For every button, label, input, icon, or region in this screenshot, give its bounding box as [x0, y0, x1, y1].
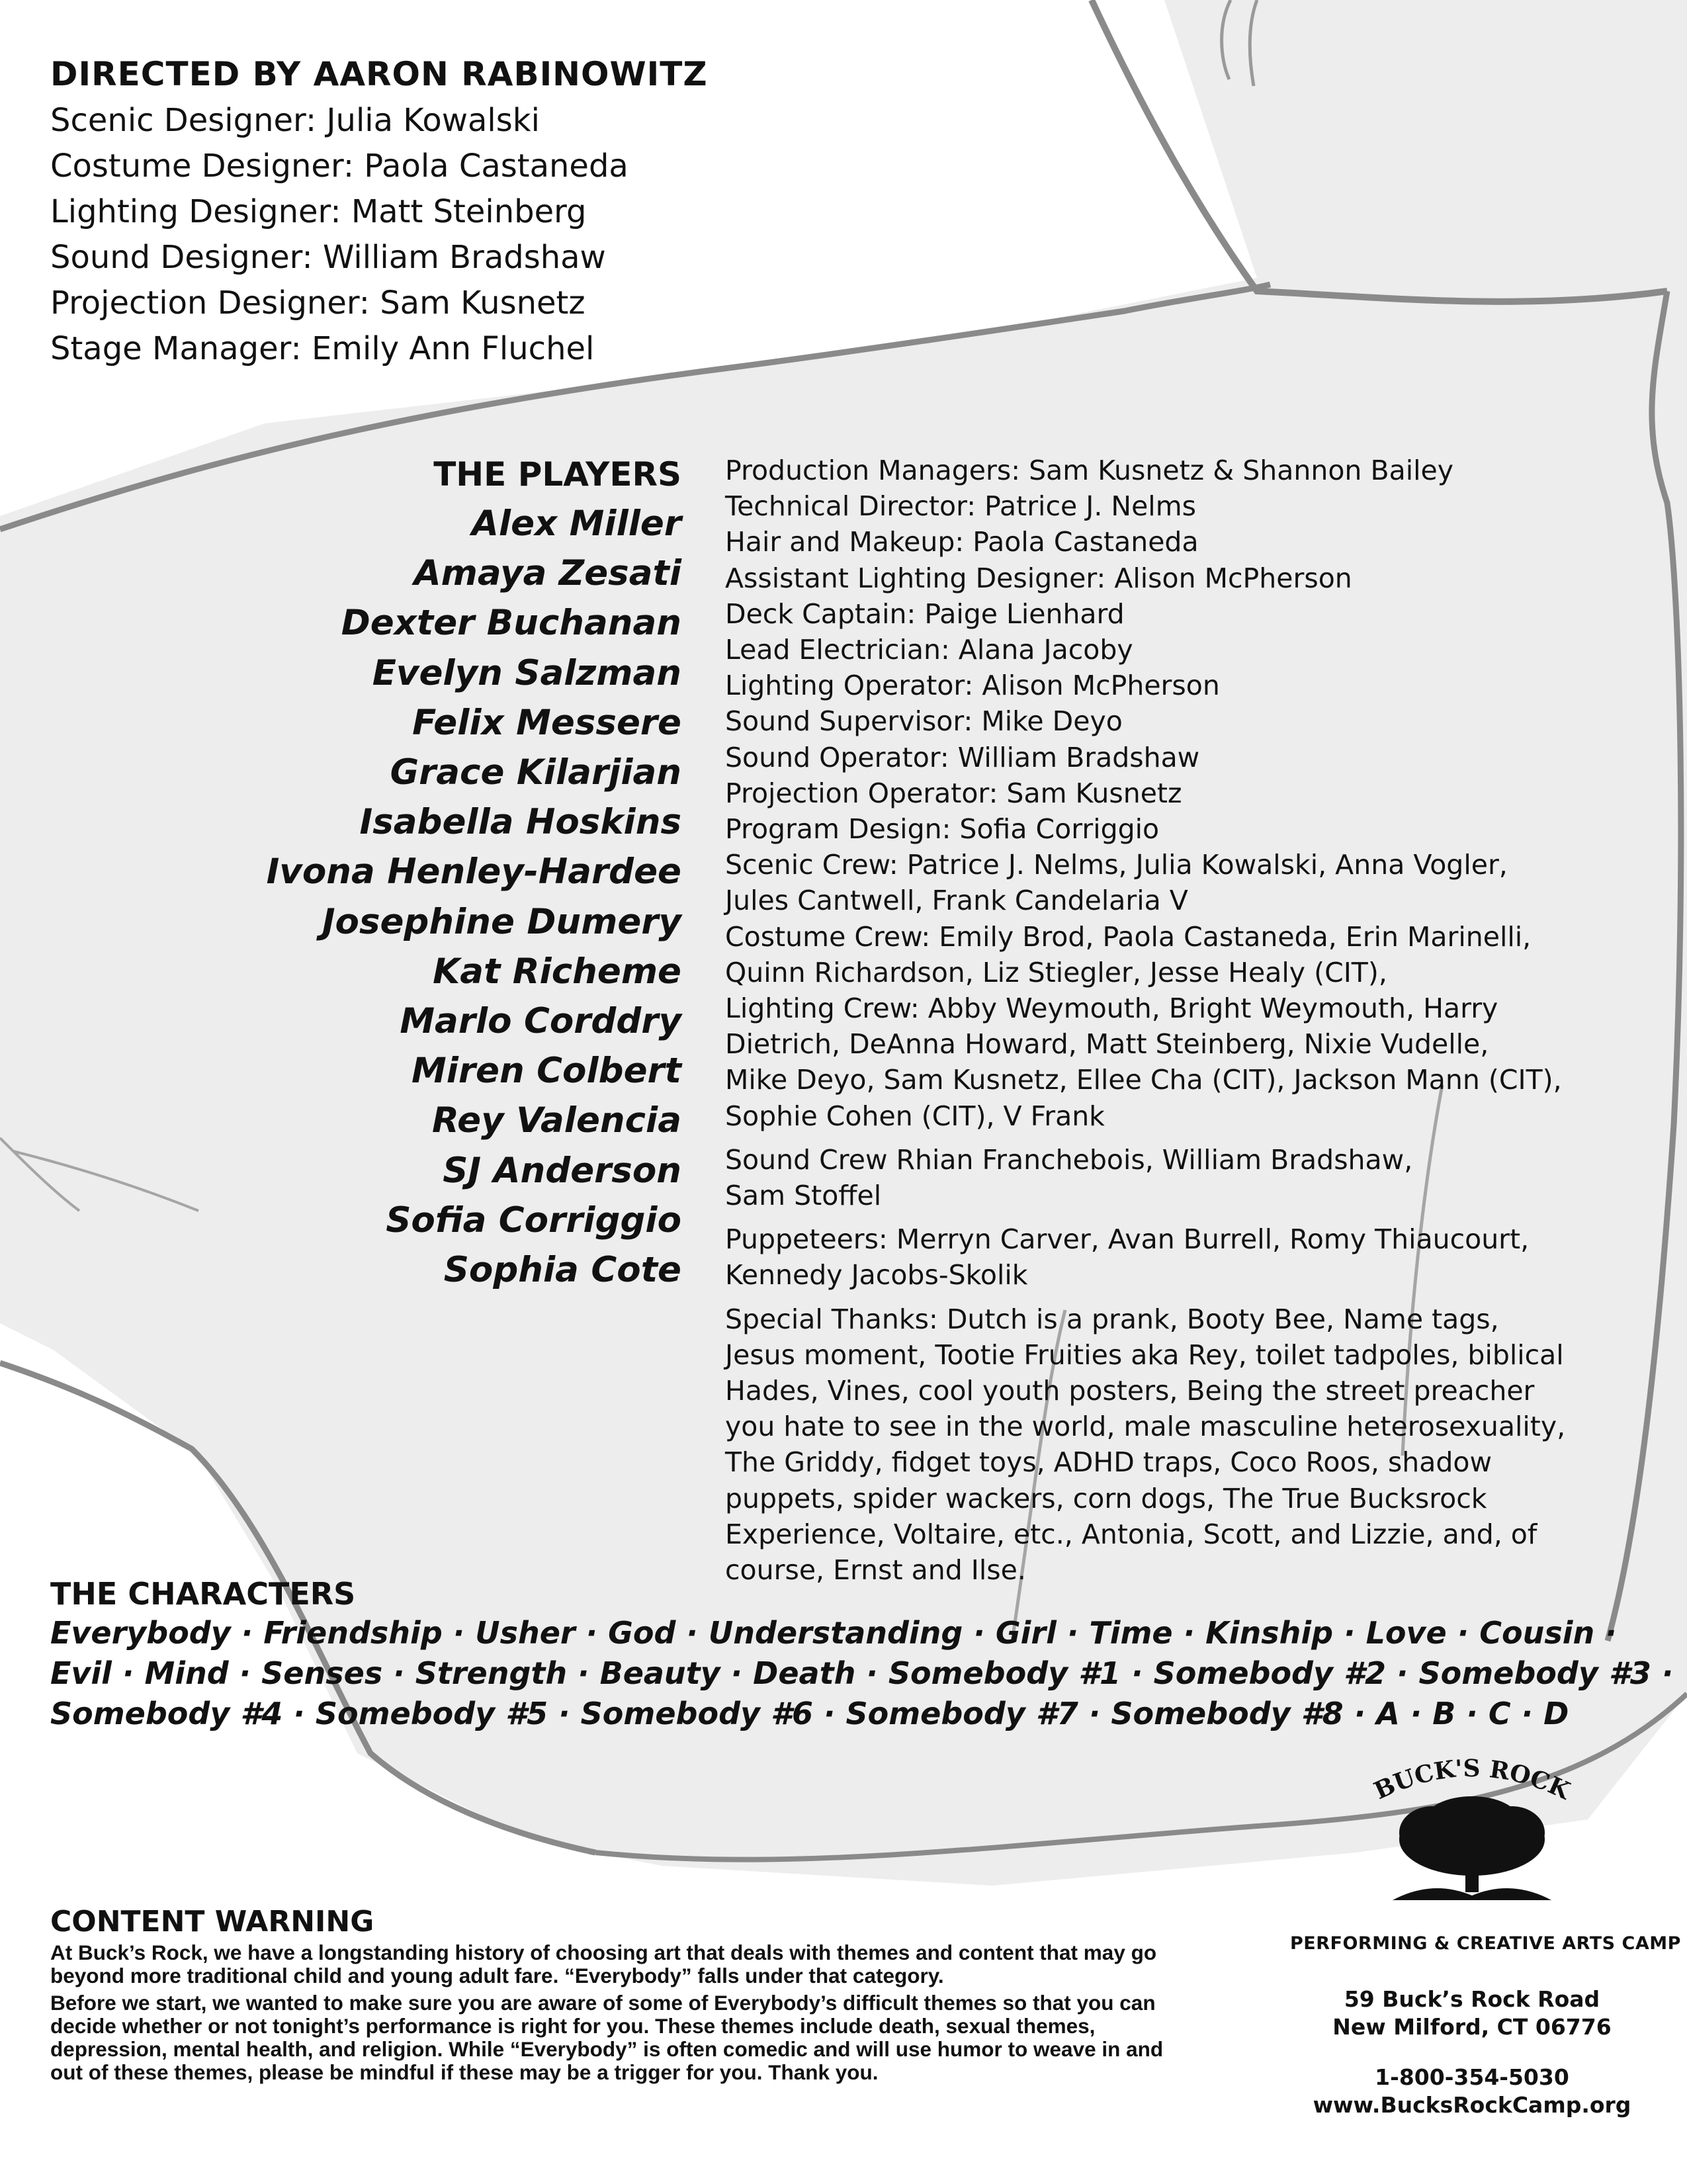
player-name: Miren Colbert: [411, 1051, 681, 1092]
credit-stage-manager: Stage Manager: Emily Ann Fluchel: [50, 330, 595, 367]
production-credit-line: Sound Supervisor: Mike Deyo: [725, 705, 1123, 738]
special-thanks-line: Hades, Vines, cool youth posters, Being the street preacher: [725, 1375, 1535, 1407]
player-name: Amaya Zesati: [413, 553, 681, 594]
production-credit-line: Projection Operator: Sam Kusnetz: [725, 777, 1182, 809]
characters-line: Everybody · Friendship · Usher · God · Understanding · Girl · Time · Kinship · Love · Cousin ·: [50, 1615, 1617, 1651]
player-name: Felix Messere: [412, 702, 681, 743]
puppeteers-line: Puppeteers: Merryn Carver, Avan Burrell, Romy Thiaucourt,: [725, 1223, 1530, 1256]
credit-costume-designer: Costume Designer: Paola Castaneda: [50, 148, 628, 185]
content-warning-paragraph: At Buck’s Rock, we have a longstanding history of choosing art that deals with themes and content that may go beyond more traditional child and young adult fare. “Everybody” falls under that category.: [50, 1941, 1157, 1987]
production-credit-line: Sophie Cohen (CIT), V Frank: [725, 1100, 1105, 1132]
player-name: Alex Miller: [471, 503, 681, 544]
production-credit-line: Lighting Operator: Alison McPherson: [725, 670, 1220, 702]
production-credit-line: Assistant Lighting Designer: Alison McPherson: [725, 562, 1352, 594]
production-credit-line: Technical Director: Patrice J. Nelms: [725, 490, 1196, 523]
player-name: SJ Anderson: [443, 1150, 681, 1191]
special-thanks-line: you hate to see in the world, male masculine heterosexuality,: [725, 1411, 1566, 1443]
credit-scenic-designer: Scenic Designer: Julia Kowalski: [50, 102, 540, 139]
creative-team-credits: [50, 50, 976, 372]
tree-icon: [1393, 1796, 1551, 1900]
production-credits: [725, 453, 1638, 1588]
production-credit-line: Mike Deyo, Sam Kusnetz, Ellee Cha (CIT), Jackson Mann (CIT),: [725, 1064, 1562, 1096]
player-name: Ivona Henley-Hardee: [266, 852, 681, 893]
player-name: Evelyn Salzman: [372, 652, 681, 693]
production-credit-line: Production Managers: Sam Kusnetz & Shannon Bailey: [725, 455, 1453, 486]
content-warning-paragraph: Before we start, we wanted to make sure you are aware of some of Everybody’s difficult themes so that you can decide whether or not tonight’s performance is right for you. These themes include death, sexual themes, depression, mental health, and religion. While “Everybody” is often comedic and will use humor to weave in and out of these themes, please be mindful if these may be a trigger for you. Thank you.: [50, 1991, 1164, 2084]
special-thanks: [725, 1301, 1638, 1589]
player-name: Grace Kilarjian: [390, 752, 681, 793]
players-list: [86, 450, 681, 1295]
sound-crew-credit: [725, 1142, 1638, 1213]
players-heading: THE PLAYERS: [433, 455, 681, 494]
puppeteers-credit: [725, 1221, 1638, 1293]
production-credit-line: Costume Crew: Emily Brod, Paola Castaneda, Erin Marinelli,: [725, 920, 1532, 953]
player-name: Sofia Corriggio: [386, 1200, 681, 1241]
puppeteers-line: Kennedy Jacobs-Skolik: [725, 1259, 1028, 1291]
production-credit-line: Dietrich, DeAnna Howard, Matt Steinberg, Nixie Vudelle,: [725, 1028, 1489, 1061]
special-thanks-line: puppets, spider wackers, corn dogs, The True Bucksrock: [725, 1482, 1487, 1514]
production-credit-line: Jules Cantwell, Frank Candelaria V: [725, 885, 1188, 917]
phone-number: 1-800-354-5030: [1375, 2064, 1569, 2090]
characters-line: Somebody #4 · Somebody #5 · Somebody #6 · Somebody #7 · Somebody #8 · A · B · C · D: [50, 1696, 1569, 1731]
player-name: Sophia Cote: [443, 1250, 681, 1291]
production-credit-line: Hair and Makeup: Paola Castaneda: [725, 526, 1199, 558]
production-credit-line: Sound Operator: William Bradshaw: [725, 741, 1200, 773]
player-name: Kat Richeme: [433, 951, 681, 992]
website-link[interactable]: www.BucksRockCamp.org: [1313, 2092, 1631, 2118]
camp-contact: [1290, 2064, 1654, 2119]
special-thanks-line: Jesus moment, Tootie Fruities aka Rey, toilet tadpoles, biblical: [725, 1338, 1564, 1371]
credit-sound-designer: Sound Designer: William Bradshaw: [50, 239, 606, 276]
characters-heading: THE CHARACTERS: [50, 1576, 356, 1612]
sound-crew-line: Sound Crew Rhian Franchebois, William Bradshaw,: [725, 1143, 1413, 1176]
content-warning: [50, 1903, 1175, 2088]
production-credit-line: Deck Captain: Paige Lienhard: [725, 597, 1125, 630]
production-credit-line: Quinn Richardson, Liz Stiegler, Jesse Healy (CIT),: [725, 956, 1387, 988]
address-line: New Milford, CT 06776: [1332, 2014, 1612, 2040]
content-warning-heading: CONTENT WARNING: [50, 1905, 374, 1939]
credit-projection-designer: Projection Designer: Sam Kusnetz: [50, 284, 585, 322]
production-credit-line: Lead Electrician: Alana Jacoby: [725, 634, 1133, 666]
special-thanks-line: course, Ernst and Ilse.: [725, 1554, 1026, 1587]
logo-text: BUCK'S ROCK: [1369, 1754, 1575, 1806]
player-name: Marlo Corddry: [400, 1001, 681, 1042]
production-credit-line: Scenic Crew: Patrice J. Nelms, Julia Kowalski, Anna Vogler,: [725, 849, 1508, 881]
sound-crew-line: Sam Stoffel: [725, 1180, 882, 1212]
camp-logo-block: [1290, 1747, 1681, 2119]
characters-section: [50, 1575, 1674, 1734]
special-thanks-line: Special Thanks: Dutch is a prank, Booty Bee, Name tags,: [725, 1303, 1499, 1335]
camp-subtitle: PERFORMING & CREATIVE ARTS CAMP: [1290, 1933, 1681, 1954]
address-line: 59 Buck’s Rock Road: [1344, 1986, 1600, 2012]
characters-line: Evil · Mind · Senses · Strength · Beauty · Death · Somebody #1 · Somebody #2 · Somebody #3 ·: [50, 1655, 1674, 1691]
production-credit-line: Lighting Crew: Abby Weymouth, Bright Weymouth, Harry: [725, 992, 1498, 1025]
bucks-rock-tree-logo: [1353, 1747, 1591, 1919]
player-name: Isabella Hoskins: [359, 802, 681, 843]
special-thanks-line: The Griddy, fidget toys, ADHD traps, Coco Roos, shadow: [725, 1446, 1492, 1479]
special-thanks-line: Experience, Voltaire, etc., Antonia, Scott, and Lizzie, and, of: [725, 1518, 1537, 1550]
player-name: Dexter Buchanan: [341, 603, 681, 644]
production-credit-line: Program Design: Sofia Corriggio: [725, 813, 1160, 846]
production-crew-list: [725, 453, 1638, 1134]
camp-address: [1290, 1986, 1654, 2041]
director-credit: DIRECTED BY AARON RABINOWITZ: [50, 55, 708, 93]
player-name: Josephine Dumery: [322, 901, 681, 942]
player-name: Rey Valencia: [432, 1100, 681, 1141]
credit-lighting-designer: Lighting Designer: Matt Steinberg: [50, 193, 587, 230]
